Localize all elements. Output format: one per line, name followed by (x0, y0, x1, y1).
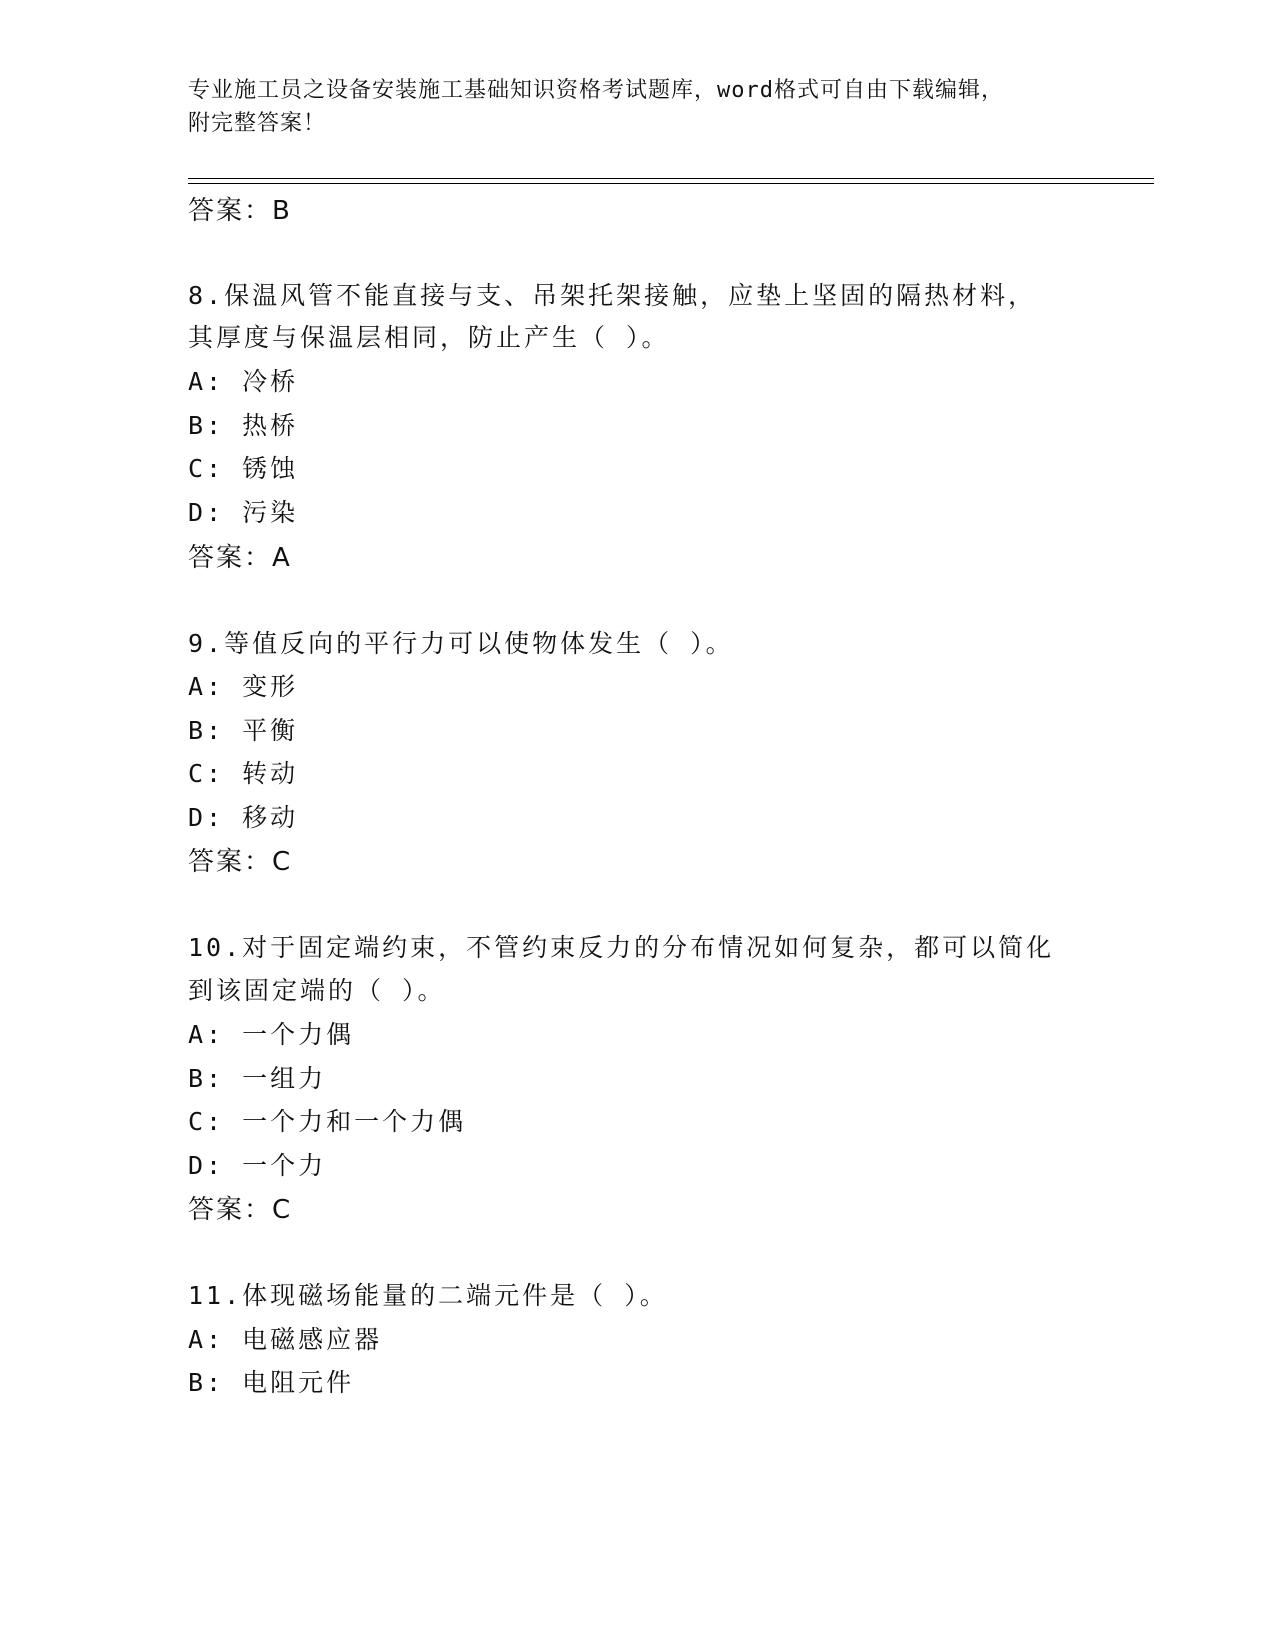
question-stem: 到该固定端的（ ）。 (188, 976, 446, 1005)
header-line-1: 专业施工员之设备安装施工基础知识资格考试题库，word格式可自由下载编辑， (188, 78, 1004, 103)
answer-line: 答案：C (188, 847, 293, 877)
answer-line: 答案：A (188, 543, 292, 573)
option-d: D: 污染 (188, 498, 299, 527)
header-divider-bottom (188, 183, 1154, 184)
option-b: B: 平衡 (188, 716, 299, 745)
option-b: B: 电阻元件 (188, 1368, 355, 1397)
document-header (188, 74, 1068, 140)
question-stem: 9.等值反向的平行力可以使物体发生（ ）。 (188, 629, 734, 658)
question-stem: 8.保温风管不能直接与支、吊架托架接触，应垫上坚固的隔热材料， (188, 281, 1037, 310)
header-line-2: 附完整答案！ (188, 111, 327, 136)
question-stem: 11.体现磁场能量的二端元件是（ ）。 (188, 1281, 668, 1310)
answer-line: 答案：C (188, 1195, 293, 1225)
option-b: B: 热桥 (188, 411, 299, 440)
question-stem: 10.对于固定端约束，不管约束反力的分布情况如何复杂，都可以简化 (188, 933, 1055, 962)
option-a: A: 电磁感应器 (188, 1325, 383, 1354)
option-c: C: 锈蚀 (188, 454, 299, 483)
option-a: A: 冷桥 (188, 367, 299, 396)
answer-line: 答案：B (188, 196, 292, 226)
option-a: A: 一个力偶 (188, 1020, 355, 1049)
option-b: B: 一组力 (188, 1064, 327, 1093)
option-c: C: 一个力和一个力偶 (188, 1107, 467, 1136)
option-d: D: 移动 (188, 803, 299, 832)
option-a: A: 变形 (188, 672, 299, 701)
option-c: C: 转动 (188, 759, 299, 788)
option-d: D: 一个力 (188, 1151, 327, 1180)
question-stem: 其厚度与保温层相同，防止产生（ ）。 (188, 323, 670, 352)
header-divider-top (188, 178, 1154, 179)
